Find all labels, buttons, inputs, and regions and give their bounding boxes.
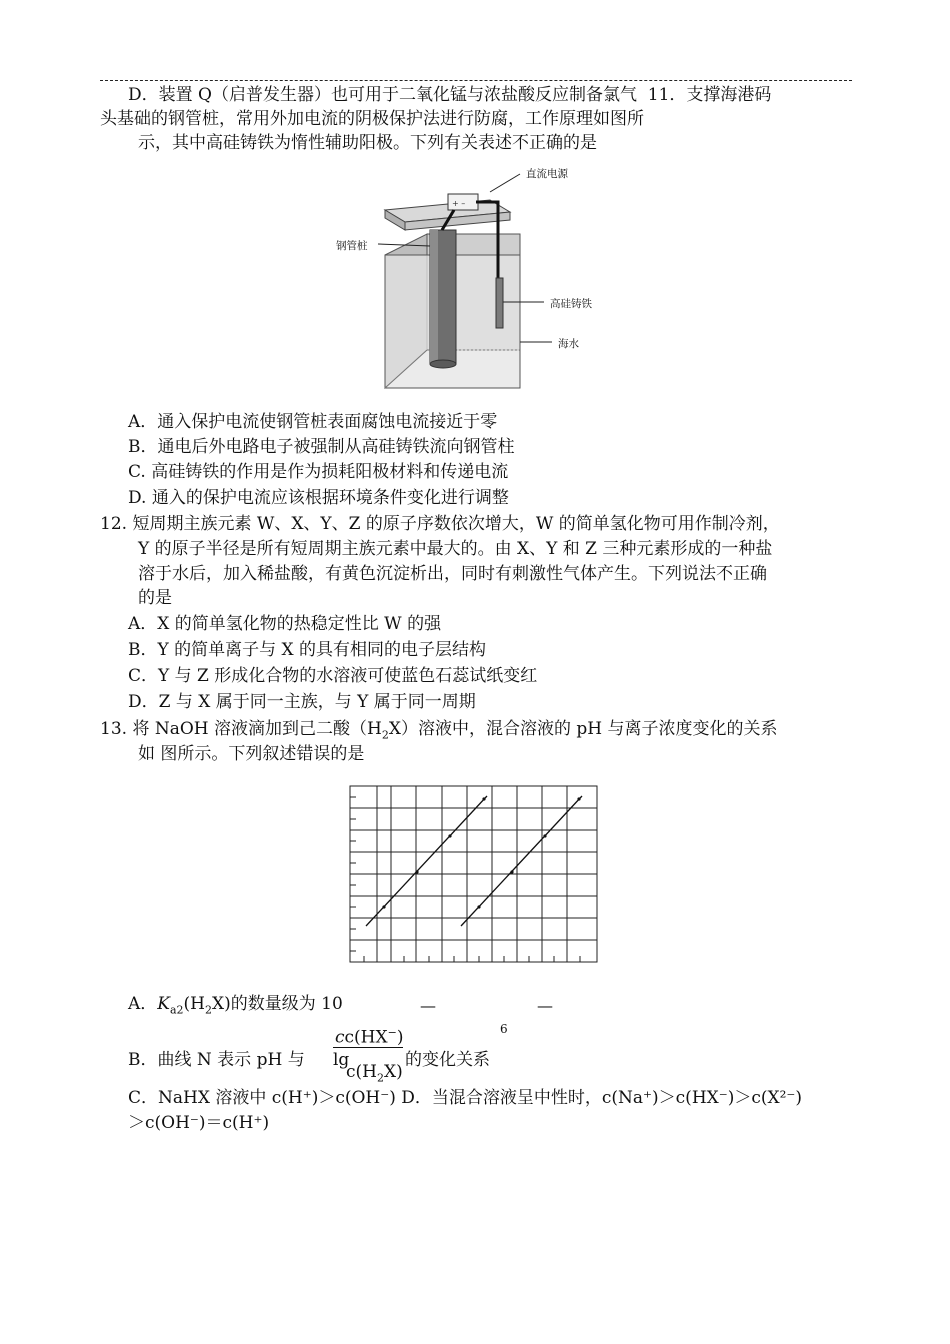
curve-left-point — [415, 870, 418, 873]
q13-option-d-line2: ＞c(OH⁻)＝c(H⁺) — [128, 1113, 270, 1133]
q12-option-a: A．X 的简单氢化物的热稳定性比 W 的强 — [128, 614, 442, 634]
ph-graph — [340, 782, 602, 966]
fraction-numerator: cc(HX−) — [335, 1026, 404, 1048]
label-dc-power: 直流电源 — [526, 168, 568, 180]
q13-stem-line2: 如 图所示。下列叙述错误的是 — [138, 744, 365, 764]
svg-text:+ –: + – — [452, 199, 466, 208]
q11-option-d: D. 通入的保护电流应该根据环境条件变化进行调整 — [128, 488, 509, 508]
q12-stem-line2: Y 的原子半径是所有短周期主族元素中最大的。由 X、Y 和 Z 三种元素形成的一种盐 — [138, 539, 773, 559]
q13-option-c-d: C．NaHX 溶液中 c(H⁺)＞c(OH⁻) D．当混合溶液呈中性时，c(Na⁺)＞c(HX⁻)＞c(X²⁻) — [128, 1088, 803, 1108]
label-seawater: 海水 — [558, 338, 579, 350]
q13-option-b-prefix: B．曲线 N 表示 pH 与 — [128, 1050, 305, 1070]
curve-right-point — [477, 905, 480, 908]
curve-right-point — [510, 870, 513, 873]
q12-option-c: C．Y 与 Z 形成化合物的水溶液可使蓝色石蕊试纸变红 — [128, 666, 538, 686]
lg-label: lg — [333, 1050, 350, 1070]
option-a-exponent: 6 — [500, 1022, 508, 1036]
fraction-denominator: $c(H_2X)$ — [346, 1062, 403, 1085]
high-silicon-cast-iron-anode — [496, 278, 503, 328]
q12-option-d: D．Z 与 X 属于同一主族，与 Y 属于同一周期 — [128, 692, 476, 712]
q12-stem-line3: 溶于水后，加入稀盐酸，有黄色沉淀析出，同时有刺激性气体产生。下列说法不正确 — [138, 564, 767, 584]
q13-option-b-suffix: 的变化关系 — [405, 1050, 490, 1070]
option-a-dash: — — [420, 996, 436, 1015]
q11-stem-line3: 示，其中高硅铸铁为惰性辅助阳极。下列有关表述不正确的是 — [138, 133, 597, 153]
q10-option-d: D．装置 Q（启普发生器）也可用于二氧化锰与浓盐酸反应制备氯气 11．支撑海港码 — [128, 85, 772, 105]
q12-option-b: B．Y 的简单离子与 X 的具有相同的电子层结构 — [128, 640, 487, 660]
q13-option-a: A．$K_{a2}(H_2X)$的数量级为 10 — [128, 994, 343, 1017]
steel-pile-diagram — [330, 160, 620, 392]
curve-right-point — [577, 797, 580, 800]
curve-left-point — [382, 905, 385, 908]
curve-right-point — [543, 834, 546, 837]
cut-line — [100, 80, 852, 81]
curve-left-point — [482, 797, 485, 800]
q12-stem-line1: 12. 短周期主族元素 W、X、Y、Z 的原子序数依次增大，W 的简单氢化物可用作制冷剂， — [100, 514, 780, 534]
option-a-dash-2: — — [537, 996, 553, 1015]
curve-left-point — [448, 834, 451, 837]
q11-option-a: A．通入保护电流使钢管桩表面腐蚀电流接近于零 — [128, 412, 498, 432]
label-high-silicon-iron: 高硅铸铁 — [550, 298, 592, 310]
fraction-bar — [333, 1047, 403, 1048]
label-steel-pile: 钢管桩 — [336, 240, 368, 252]
q11-option-b: B．通电后外电路电子被强制从高硅铸铁流向钢管柱 — [128, 437, 515, 457]
q12-stem-line4: 的是 — [138, 588, 172, 608]
q13-stem-line1: 13. 将 NaOH 溶液滴加到己二酸$(H_2X)$溶液中，混合溶液的 pH 与离子浓度变化的关系 — [100, 719, 778, 742]
q11-option-c: C. 高硅铸铁的作用是作为损耗阳极材料和传递电流 — [128, 462, 509, 482]
q11-stem-line2: 头基础的钢管桩，常用外加电流的阴极保护法进行防腐，工作原理如图所 — [100, 109, 644, 129]
